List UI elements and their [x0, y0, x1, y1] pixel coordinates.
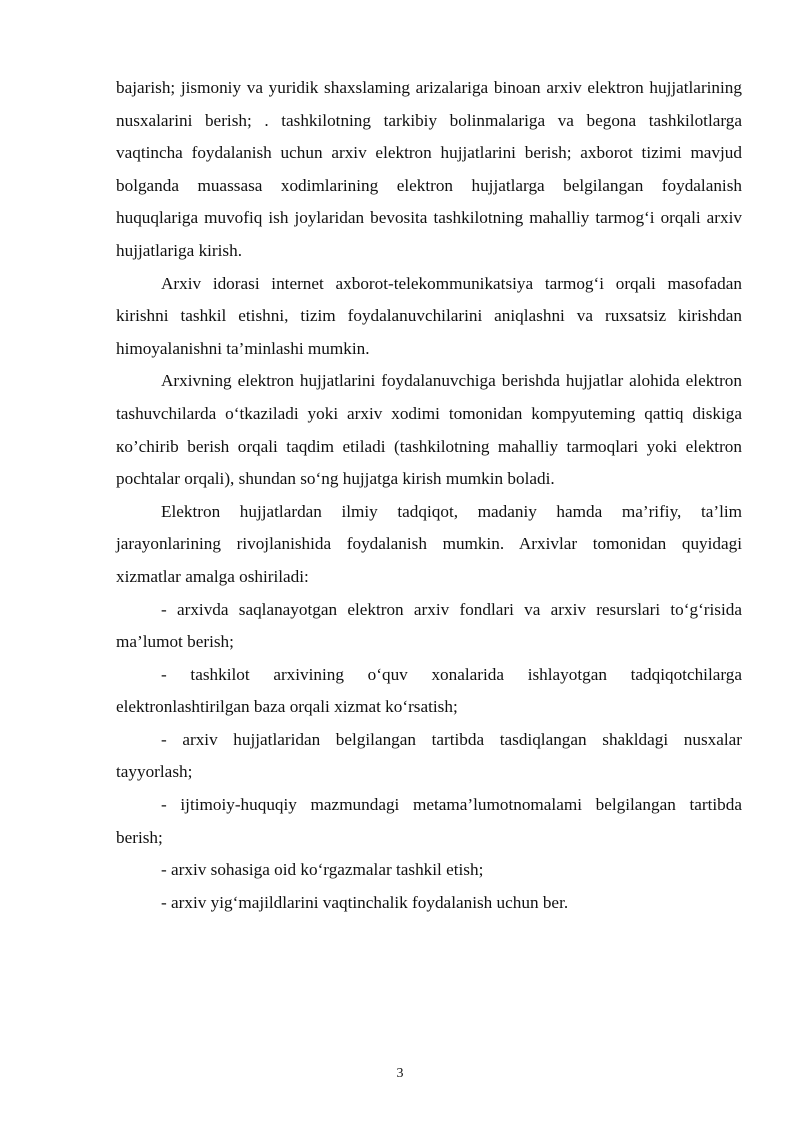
list-item-service-2: - tashkilot arxivining o‘quv xonalarida ishlayotgan tadqiqotchilarga elektronlashtirilgan baza orqali xizmat ko‘rsatish; — [116, 664, 742, 717]
list-item-service-3: - arxiv hujjatlaridan belgilangan tartibda tasdiqlangan shakldagi nusxalar tayyorlash; — [116, 729, 742, 782]
paragraph-document-delivery: Arxivning elektron hujjatlarini foydalanuvchiga berishda hujjatlar alohida elektron tashuvchilarda o‘tkaziladi yoki arxiv xodimi tomonidan kompyuteming qattiq diskiga кo’chirib berish orqali taqdim etiladi (tashkilotning mahalliy tarmoqlari yoki elektron pochtalar orqali), shundan so‘ng hujjatga kirish mumkin boladi. — [116, 371, 742, 489]
paragraph-continuation: bajarish; jismoniy va yuridik shaxslaming arizalariga binoan arxiv elektron hujjatlarining nusxalarini berish; . tashkilotning tarkibiy bolinmalariga va begona tashkilotlarga vaqtincha foydalanish uchun arxiv elektron hujjatlarini berish; axborot tizimi mavjud bolganda muassasa xodimlarining elektron hujjatlarga belgilangan foydalanish huquqlariga muvofiq ish joylaridan bevosita tashkilotning mahalliy tarmog‘i orqali arxiv hujjatlariga kirish. — [116, 78, 742, 260]
list-item-service-5: - arxiv sohasiga oid ko‘rgazmalar tashkil etish; — [161, 860, 484, 880]
list-item-service-1: - arxivda saqlanayotgan elektron arxiv fondlari va arxiv resurslari to‘g‘risida ma’lumot berish; — [116, 599, 742, 652]
list-item-service-4: - ijtimoiy-huquqiy mazmundagi metama’lumotnomalami belgilangan tartibda berish; — [116, 795, 742, 847]
list-item-service-6: - arxiv yig‘majildlarini vaqtinchalik foydalanish uchun ber. — [161, 892, 569, 912]
paragraph-remote-access: Arxiv idorasi internet axborot-telekommunikatsiya tarmog‘i orqali masofadan kirishni tashkil etishni, tizim foydalanuvchilarini aniqlashni va ruxsatsiz kirishdan himoyalanishni ta’minlashi mumkin. — [116, 273, 742, 358]
document-body — [116, 72, 742, 919]
paragraph-services-intro: Elektron hujjatlardan ilmiy tadqiqot, madaniy hamda ma’rifiy, ta’lim jarayonlarining rivojlanishida foydalanish mumkin. Arxivlar tomonidan quyidagi xizmatlar amalga oshiriladi: — [116, 501, 742, 586]
page-number: 3 — [396, 1066, 404, 1081]
